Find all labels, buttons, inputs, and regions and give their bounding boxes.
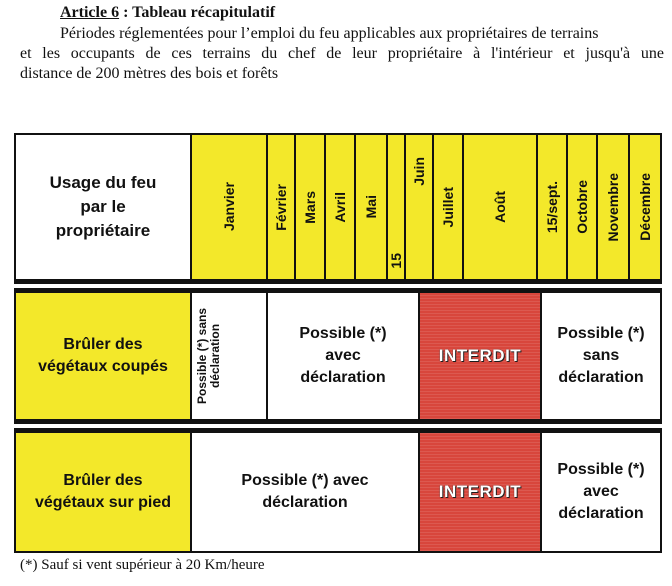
- month-header-mars: [294, 133, 326, 281]
- fire-period-table: [14, 133, 662, 553]
- row2-jan-mai-status: [190, 431, 420, 553]
- month-label: Juillet: [440, 186, 456, 228]
- row-label-text: Brûler des végétaux coupés: [38, 336, 168, 375]
- intro-line-3: distance de 200 mètres des bois et forêts: [20, 65, 279, 82]
- month-header-juillet: [432, 133, 464, 281]
- row-label-vegetaux-sur-pied: [14, 431, 192, 553]
- row1-fev-mai-status: [266, 291, 420, 421]
- status-text: INTERDIT: [438, 346, 522, 365]
- status-text: Possible (*) sans déclaration: [557, 325, 645, 386]
- row2-automne-status: [540, 431, 662, 553]
- status-text: INTERDIT: [438, 482, 522, 501]
- article-number: Article 6: [60, 4, 120, 21]
- row-label-text: Brûler des végétaux sur pied: [34, 472, 172, 511]
- month-label: Juin: [411, 157, 427, 186]
- month-label: Août: [492, 191, 508, 223]
- month-label: Novembre: [605, 172, 621, 242]
- month-label: Janvier: [221, 182, 237, 232]
- month-label: Mars: [302, 190, 318, 224]
- month-header-aout: [462, 133, 538, 281]
- row1-janvier-status: [190, 291, 268, 421]
- status-text: Possible (*) avec déclaration: [241, 472, 369, 511]
- month-header-novembre: [596, 133, 630, 281]
- month-header-decembre: [628, 133, 662, 281]
- juin-prefix-label: 15: [388, 253, 404, 269]
- row2-ete-status: [418, 431, 542, 553]
- month-label: Février: [273, 183, 289, 231]
- month-header-juin: [404, 133, 434, 281]
- status-text: Possible (*) avec déclaration: [299, 325, 387, 386]
- article-separator: :: [119, 4, 133, 21]
- row-separator: [14, 281, 662, 291]
- month-label: Mai: [363, 195, 379, 219]
- month-label: Octobre: [574, 180, 590, 234]
- status-text: Possible (*) avec déclaration: [557, 461, 645, 522]
- intro-line-1: Périodes réglementées pour l’emploi du feu applicables aux propriétaires de terrains: [60, 25, 599, 42]
- article-heading: [60, 4, 275, 22]
- row1-automne-status: [540, 291, 662, 421]
- month-label: Avril: [332, 191, 348, 223]
- intro-line-2: et les occupants de ces terrains du chef de leur propriétaire à l'intérieur et jusqu'à une: [20, 45, 664, 62]
- month-header-janvier: [190, 133, 268, 281]
- month-header-15-juin-prefix: [386, 133, 406, 281]
- month-label: Décembre: [637, 173, 653, 241]
- month-header-15-sept: [536, 133, 568, 281]
- month-header-fevrier: [266, 133, 296, 281]
- month-header-mai: [354, 133, 388, 281]
- row-label-vegetaux-coupes: [14, 291, 192, 421]
- intro-paragraph: [20, 24, 664, 84]
- article-title: Tableau récapitulatif: [132, 4, 276, 21]
- row-separator: [14, 421, 662, 431]
- footnote: (*) Sauf si vent supérieur à 20 Km/heure: [20, 557, 265, 573]
- status-text: Possible (*) sans déclaration: [195, 307, 222, 405]
- row1-ete-status: [418, 291, 542, 421]
- month-label: 15/sept.: [544, 180, 560, 234]
- month-header-avril: [324, 133, 356, 281]
- month-header-octobre: [566, 133, 598, 281]
- header-usage-label: Usage du feu par le propriétaire: [49, 173, 157, 240]
- header-usage-cell: [14, 133, 192, 281]
